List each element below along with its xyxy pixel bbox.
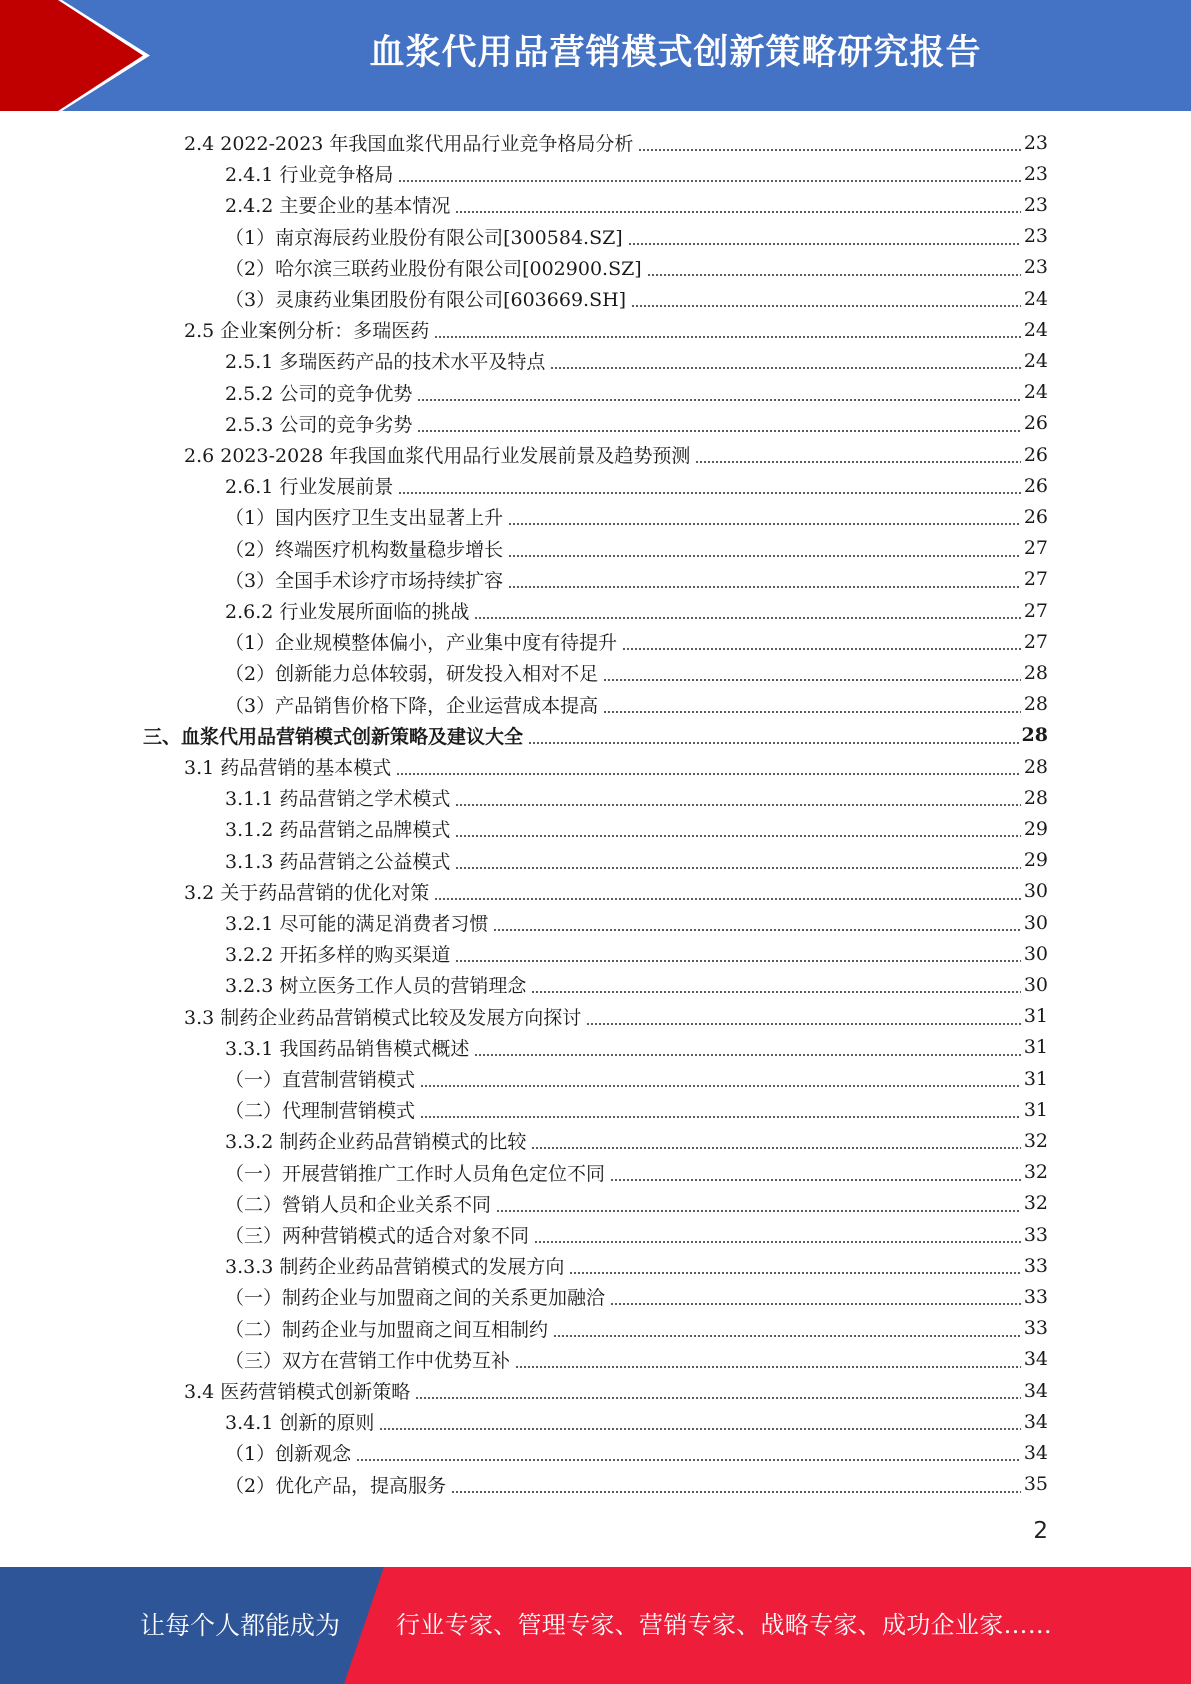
toc-entry-page: 27 [1023,537,1048,560]
toc-entry[interactable] [184,314,1048,345]
toc-dot-leader [455,867,1020,869]
toc-dot-leader [695,461,1020,463]
toc-entry[interactable] [225,595,1048,626]
toc-entry-title: （3）全国手术诊疗市场持续扩容 [225,569,504,592]
toc-entry-page: 26 [1023,412,1048,435]
toc-entry[interactable] [225,1469,1048,1500]
toc-dot-leader [417,430,1020,432]
page-number: 2 [1033,1518,1048,1544]
toc-entry-title: 2.4.1 行业竞争格局 [225,164,394,187]
toc-entry-page: 35 [1023,1473,1048,1496]
toc-entry[interactable] [225,626,1048,657]
toc-entry-page: 31 [1023,1098,1048,1121]
toc-entry[interactable] [225,938,1048,969]
toc-entry[interactable] [225,283,1048,314]
toc-entry[interactable] [184,876,1048,907]
toc-entry[interactable] [184,1001,1048,1032]
toc-entry-page: 30 [1023,973,1048,996]
toc-dot-leader [474,617,1020,619]
toc-dot-leader [631,305,1021,307]
toc-dot-leader [455,211,1020,213]
toc-entry[interactable] [225,1157,1048,1188]
toc-entry-title: 2.4 2022-2023 年我国血浆代用品行业竞争格局分析 [184,133,634,155]
toc-dot-leader [622,648,1021,650]
toc-dot-leader [455,804,1020,806]
toc-dot-leader [417,399,1020,401]
toc-entry-title: 2.4.2 主要企业的基本情况 [225,195,451,218]
toc-entry[interactable] [184,439,1048,470]
toc-entry-title: 3.2.2 开拓多样的购买渠道 [225,944,451,967]
toc-entry-title: （1）国内医疗卫生支出显著上升 [225,507,504,530]
toc-entry-title: （1）企业规模整体偏小，产业集中度有待提升 [225,632,618,655]
toc-entry[interactable] [225,1063,1048,1094]
toc-entry-title: （2）优化产品，提高服务 [225,1474,447,1497]
toc-entry-page: 23 [1023,162,1048,185]
toc-dot-leader [496,1210,1021,1212]
toc-entry-page: 34 [1023,1410,1048,1433]
toc-dot-leader [379,1428,1020,1430]
toc-entry[interactable] [143,720,1048,751]
toc-entry-page: 26 [1023,474,1048,497]
toc-entry-page: 23 [1023,256,1048,279]
toc-entry[interactable] [225,377,1048,408]
toc-entry-title: 3.3.3 制药企业药品营销模式的发展方向 [225,1256,565,1279]
toc-entry-title: （一）制药企业与加盟商之间的关系更加融洽 [225,1287,606,1310]
toc-entry-title: （1）创新观念 [225,1443,352,1466]
toc-entry-title: 3.2.3 树立医务工作人员的营销理念 [225,975,527,998]
toc-entry[interactable] [184,1375,1048,1406]
toc-entry[interactable] [225,813,1048,844]
toc-dot-leader [603,679,1021,681]
toc-entry-page: 23 [1023,193,1048,216]
toc-entry-page: 33 [1023,1254,1048,1277]
toc-entry[interactable] [225,1188,1048,1219]
toc-entry-title: 3.3.1 我国药品销售模式概述 [225,1037,470,1060]
toc-entry-page: 30 [1023,911,1048,934]
toc-dot-leader [638,149,1020,151]
toc-dot-leader [451,1491,1021,1493]
toc-entry-page: 28 [1023,661,1048,684]
toc-entry[interactable] [225,1406,1048,1437]
toc-entry-page: 34 [1023,1441,1048,1464]
toc-entry-title: 2.5 企业案例分析：多瑞医药 [184,320,430,343]
toc-entry[interactable] [225,689,1048,720]
toc-entry[interactable] [225,845,1048,876]
toc-dot-leader [610,1303,1021,1305]
toc-entry-title: 2.6 2023-2028 年我国血浆代用品行业发展前景及趋势预测 [184,445,691,467]
toc-entry-title: （二）營销人员和企业关系不同 [225,1193,492,1216]
toc-entry[interactable] [225,1125,1048,1156]
toc-entry-title: （2）哈尔滨三联药业股份有限公司[002900.SZ] [225,257,642,280]
toc-entry-page: 27 [1023,568,1048,591]
toc-entry-title: （2）终端医疗机构数量稳步增长 [225,538,504,561]
toc-entry-page: 24 [1023,381,1048,404]
toc-entry[interactable] [225,470,1048,501]
toc-entry-title: 3.1.3 药品营销之公益模式 [225,850,451,873]
toc-entry-title: 2.6.1 行业发展前景 [225,476,394,499]
toc-entry-page: 26 [1023,443,1048,466]
toc-entry-title: 3.4.1 创新的原则 [225,1412,375,1435]
toc-entry[interactable] [225,782,1048,813]
toc-dot-leader [553,1335,1021,1337]
toc-entry-page: 28 [1023,693,1048,716]
toc-entry-title: （3）灵康药业集团股份有限公司[603669.SH] [225,289,627,311]
toc-entry-title: 3.3 制药企业药品营销模式比较及发展方向探讨 [184,1006,582,1029]
toc-dot-leader [508,555,1021,557]
toc-entry-page: 29 [1023,849,1048,872]
toc-dot-leader [420,1085,1021,1087]
toc-entry-page: 23 [1023,131,1048,154]
page-footer [0,1567,1191,1684]
toc-entry[interactable] [225,1250,1048,1281]
toc-entry[interactable] [225,1094,1048,1125]
toc-dot-leader [493,929,1020,931]
toc-dot-leader [455,960,1020,962]
toc-entry-title: （一）开展营销推广工作时人员角色定位不同 [225,1162,606,1185]
toc-entry-page: 28 [1023,786,1048,809]
toc-entry-page: 24 [1023,349,1048,372]
toc-entry-page: 24 [1023,318,1048,341]
toc-dot-leader [434,898,1021,900]
toc-entry[interactable] [184,751,1048,782]
toc-entry-page: 31 [1023,1036,1048,1059]
toc-dot-leader [455,835,1020,837]
toc-entry-page: 30 [1023,880,1048,903]
toc-entry-title: （三）双方在营销工作中优势互补 [225,1349,511,1372]
toc-entry-title: （二）制药企业与加盟商之间互相制约 [225,1318,549,1341]
toc-entry-page: 31 [1023,1005,1048,1028]
toc-entry-page: 33 [1023,1285,1048,1308]
toc-entry-page: 32 [1023,1129,1048,1152]
toc-entry-title: 3.1.1 药品营销之学术模式 [225,788,451,811]
toc-dot-leader [508,523,1021,525]
toc-entry-title: 2.5.3 公司的竞争劣势 [225,413,413,436]
toc-entry-title: 3.3.2 制药企业药品营销模式的比较 [225,1131,527,1154]
toc-dot-leader [610,1179,1021,1181]
toc-dot-leader [415,1397,1021,1399]
toc-entry-title: 3.4 医药营销模式创新策略 [184,1381,411,1403]
toc-entry-title: （3）产品销售价格下降，企业运营成本提高 [225,694,599,717]
toc-entry-title: 3.2 关于药品营销的优化对策 [184,881,430,904]
toc-dot-leader [531,991,1020,993]
toc-entry[interactable] [225,1219,1048,1250]
toc-entry-page: 31 [1023,1067,1048,1090]
toc-entry[interactable] [225,221,1048,252]
toc-entry-page: 24 [1023,287,1048,310]
toc-entry-title: 三、血浆代用品营销模式创新策略及建议大全 [143,725,524,748]
toc-entry[interactable] [225,969,1048,1000]
toc-entry[interactable] [225,1032,1048,1063]
report-title: 血浆代用品营销模式创新策略研究报告 [369,33,982,73]
toc-dot-leader [515,1366,1021,1368]
toc-entry-page: 30 [1023,942,1048,965]
footer-slogan-left: 让每个人都能成为 [140,1611,341,1640]
toc-dot-leader [356,1459,1021,1461]
toc-entry[interactable] [225,345,1048,376]
toc-entry-title: （1）南京海辰药业股份有限公司[300584.SZ] [225,226,623,249]
toc-entry-page: 33 [1023,1223,1048,1246]
toc-entry-page: 34 [1023,1379,1048,1402]
toc-dot-leader [531,1147,1020,1149]
toc-entry-title: 2.6.2 行业发展所面临的挑战 [225,601,470,623]
footer-slogan-right: 行业专家、管理专家、营销专家、战略专家、成功企业家…… [396,1611,1053,1639]
toc-entry[interactable] [225,189,1048,220]
toc-entry[interactable] [225,907,1048,938]
toc-entry-page: 28 [1023,755,1048,778]
toc-dot-leader [586,1023,1021,1025]
toc-dot-leader [528,742,1019,744]
toc-entry-title: （三）两种营销模式的适合对象不同 [225,1225,530,1247]
toc-entry[interactable] [225,1281,1048,1312]
toc-entry[interactable] [225,252,1048,283]
toc-dot-leader [508,586,1021,588]
toc-entry[interactable] [225,1313,1048,1344]
toc-entry-page: 29 [1023,817,1048,840]
page-header [0,0,1191,111]
toc-entry-page: 33 [1023,1317,1048,1340]
toc-entry-page: 32 [1023,1161,1048,1184]
toc-entry[interactable] [225,501,1048,532]
toc-dot-leader [550,367,1020,369]
toc-entry-page: 26 [1023,505,1048,528]
toc-entry-title: 3.1.2 药品营销之品牌模式 [225,819,451,842]
toc-dot-leader [420,1116,1021,1118]
toc-dot-leader [398,180,1020,182]
toc-dot-leader [434,336,1021,338]
toc-dot-leader [534,1241,1021,1243]
toc-entry-title: 2.5.2 公司的竞争优势 [225,382,413,405]
toc-entry[interactable] [225,158,1048,189]
toc-entry-page: 27 [1023,599,1048,622]
toc-entry-page: 28 [1021,724,1048,747]
toc-dot-leader [474,1054,1020,1056]
toc-entry[interactable] [184,127,1048,158]
toc-entry[interactable] [225,657,1048,688]
toc-entry-page: 32 [1023,1192,1048,1215]
toc-dot-leader [628,243,1021,245]
toc-entry-title: （2）创新能力总体较弱，研发投入相对不足 [225,663,599,686]
toc-entry-title: 3.2.1 尽可能的满足消费者习惯 [225,913,489,935]
toc-entry-title: （二）代理制营销模式 [225,1100,416,1123]
toc-entry[interactable] [225,533,1048,564]
toc-entry-page: 27 [1023,630,1048,653]
toc-entry[interactable] [225,1344,1048,1375]
toc-entry[interactable] [225,408,1048,439]
toc-entry-page: 23 [1023,225,1048,248]
toc-entry-title: 3.1 药品营销的基本模式 [184,757,392,779]
toc-entry[interactable] [225,1437,1048,1468]
toc-entry-title: 2.5.1 多瑞医药产品的技术水平及特点 [225,351,546,374]
toc-dot-leader [569,1272,1020,1274]
toc-dot-leader [398,492,1020,494]
toc-entry[interactable] [225,564,1048,595]
toc-entry-title: （一）直营制营销模式 [225,1069,416,1091]
toc-entry-page: 34 [1023,1348,1048,1371]
toc-dot-leader [647,274,1021,276]
toc-dot-leader [603,711,1021,713]
toc-dot-leader [396,773,1021,775]
